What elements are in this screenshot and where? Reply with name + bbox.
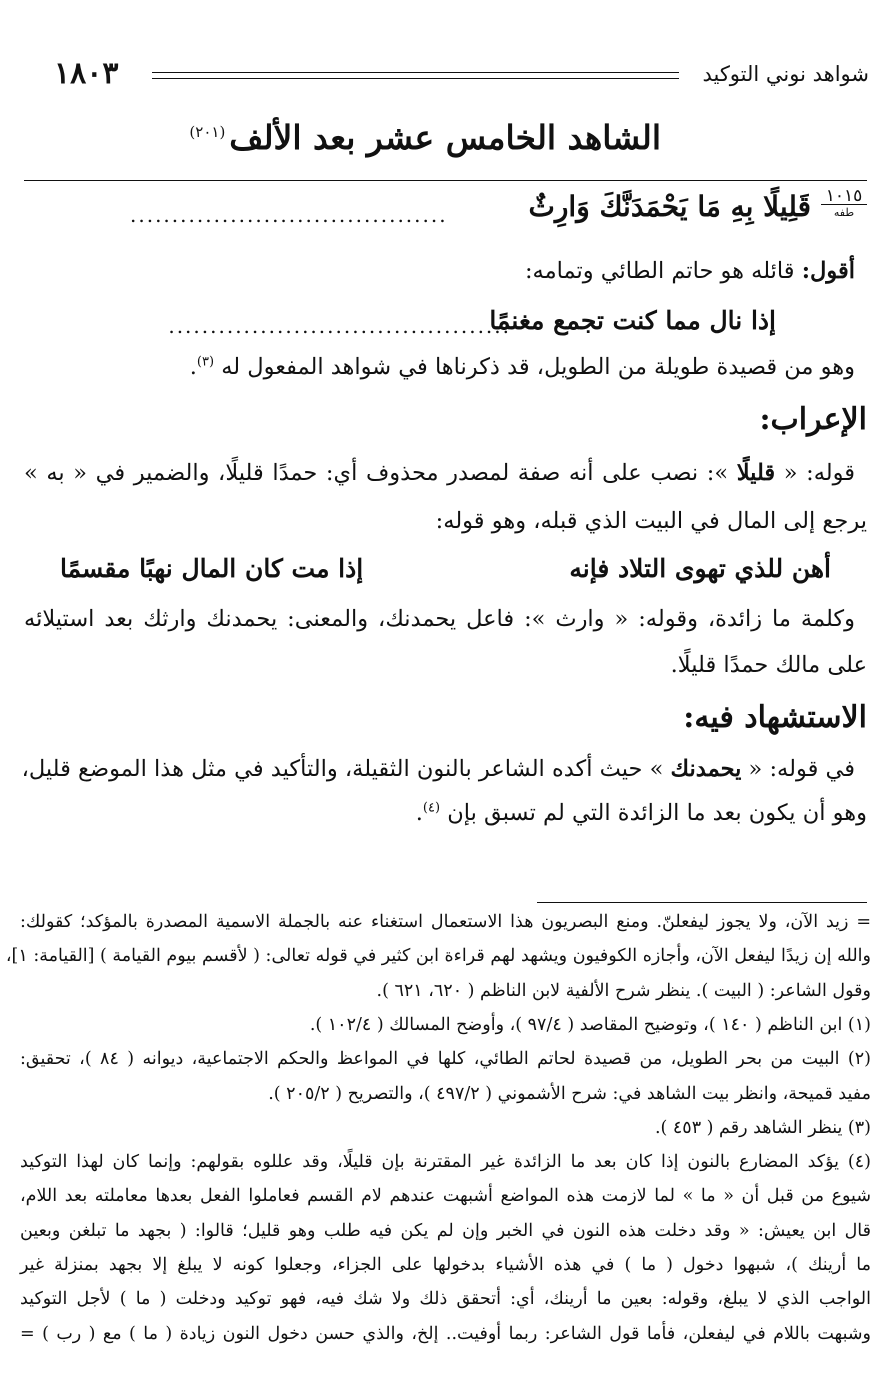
verse-number	[821, 188, 867, 221]
completion-hemistich: إذا نال مما كنت تجمع مغنمًا	[489, 306, 776, 335]
irab-line-3: وكلمة ما زائدة، وقوله: « وارث »: فاعل يحمدنك، والمعنى: يحمدنك وارثك بعد استيلائه	[24, 606, 855, 632]
completion-dots: .........................................	[168, 314, 511, 338]
irab-line-1	[24, 460, 855, 486]
footnote-line: شيوع من قبل أن « ما » لما لازمت هذه المواضع أشبهت عندهم لام القسم فعاملوا الفعل بعدها معاملته بعد اللام،	[20, 1186, 871, 1207]
shahid-note-ref: (٤)	[422, 800, 441, 816]
irab-line-1-a: قوله: «	[775, 460, 855, 486]
verse-dots: ......................................	[130, 203, 448, 227]
shahid-end: .	[415, 800, 423, 826]
irab-line-1-bold: قليلًا	[736, 460, 776, 486]
footnote-line: (٤) يؤكد المضارع بالنون إذا كان بعد ما الزائدة غير المقترنة بإن قليلًا، وقد عللوه بقولهم: وإنما كان لهذا التوكيد	[20, 1152, 871, 1173]
source-line	[190, 354, 855, 380]
verse-number-value: ١٠١٥	[821, 188, 867, 205]
title-note-ref: (٢٠١)	[189, 123, 226, 141]
footnote-line: (٢) البيت من بحر الطويل، من قصيدة لحاتم الطائي، كلها في المواعظ والحكم الاجتماعية، ديوانه ( ٨٤ )، تحقيق:	[20, 1049, 871, 1070]
shahid-line-1	[21, 756, 855, 782]
running-head: شواهد نوني التوكيد	[702, 62, 869, 86]
footnote-line: (١) ابن الناظم ( ١٤٠ )، وتوضيح المقاصد ( ٩٧/٤ )، وأوضح المسالك ( ١٠٢/٤ ).	[309, 1014, 871, 1035]
source-end: .	[189, 354, 197, 380]
irab-line-2: يرجع إلى المال في البيت الذي قبله، وهو قوله:	[435, 508, 867, 534]
poem-hemistich-right: أهن للذي تهوى التلاد فإنه	[569, 554, 831, 583]
verse-rule	[24, 180, 867, 181]
chapter-title-text: الشاهد الخامس عشر بعد الألف	[229, 118, 661, 157]
chapter-title	[189, 118, 661, 157]
page-number: ١٨٠٣	[54, 56, 119, 91]
source-text: وهو من قصيدة طويلة من الطويل، قد ذكرناها في شواهد المفعول له	[221, 354, 855, 380]
footnote-line: = زيد الآن، ولا يجوز ليفعلنّ. ومنع البصريون هذا الاستعمال استغناء عنه بالجملة الاسمية المصدرة بالمؤكد؛ كقولك:	[20, 912, 871, 932]
footnote-line: وقول الشاعر: ( البيت ). ينظر شرح الألفية لابن الناظم ( ٦٢٠، ٦٢١ ).	[376, 980, 871, 1001]
shahid-line-2	[416, 800, 867, 826]
heading-irab: الإعراب:	[759, 402, 867, 437]
footnote-rule	[537, 902, 867, 903]
footnote-line: الواجب الذي لا يبلغ، وقوله: بعين ما أرينك، أي: أتحقق ذلك ولا شك فيه، فهو توكيد ودخلت ( ما ) لأجل التوكيد	[20, 1289, 871, 1310]
poem-hemistich-left: إذا مت كان المال نهبًا مقسمًا	[60, 554, 364, 583]
irab-line-1-c: »: نصب على أنه صفة لمصدر محذوف أي: حمدًا قليلًا، والضمير في « به »	[24, 460, 737, 486]
footnote-line: مفيد قميحة، وانظر بيت الشاهد في: شرح الأشموني ( ٤٩٧/٢ )، والتصريح ( ٢٠٥/٢ ).	[268, 1083, 871, 1104]
footnote-line: قال ابن يعيش: « وقد دخلت هذه النون في الخبر وإن لم يكن فيه طلب وهو قليل؛ قالوا: ( بجهد ما تبلغن وبعين	[20, 1220, 871, 1241]
footnote-line: ما أرينك )، شبهوا دخول ( ما ) في هذه الأشياء بدخولها على الجزاء، وجعلوا كونه لا يبلغ إلا بجهد بمنزلة غير	[20, 1255, 871, 1275]
intro-text: قائله هو حاتم الطائي وتمامه:	[524, 258, 802, 284]
shahid-line-1-c: » حيث أكده الشاعر بالنون الثقيلة، والتأكيد في مثل هذا الموضع قليل،	[21, 756, 671, 782]
intro-line	[525, 258, 855, 284]
shahid-line-2-text: وهو أن يكون بعد ما الزائدة التي لم تسبق بإن	[447, 800, 867, 826]
footnote-line: (٣) ينظر الشاهد رقم ( ٤٥٣ ).	[654, 1117, 871, 1138]
shahid-line-1-bold: يحمدنك	[670, 756, 742, 782]
shahid-line-1-a: في قوله: «	[741, 756, 855, 782]
verse-meter: طفه	[833, 206, 855, 219]
footnote-line: والله إن زيدًا ليفعل الآن، وأجازه الكوفيون ويشهد لهم قراءة ابن كثير في قوله تعالى: ( لأقسم بيوم القيامة ) [القيامة: ١]،	[5, 946, 871, 967]
footnote-line: وشبهت باللام في ليفعلن، فأما قول الشاعر: ربما أوفيت.. إلخ، والذي حسن دخول النون زيادة ( ما ) مع ( رب ) =	[20, 1323, 871, 1344]
header-rule	[152, 72, 679, 79]
intro-label: أقول:	[801, 258, 855, 284]
irab-line-4: على مالك حمدًا قليلًا.	[670, 652, 867, 678]
source-note-ref: (٣)	[196, 354, 215, 370]
verse-text: قَلِيلًا بِهِ مَا يَحْمَدَنَّكَ وَارِثٌ	[528, 190, 811, 223]
heading-shahid: الاستشهاد فيه:	[683, 700, 867, 735]
